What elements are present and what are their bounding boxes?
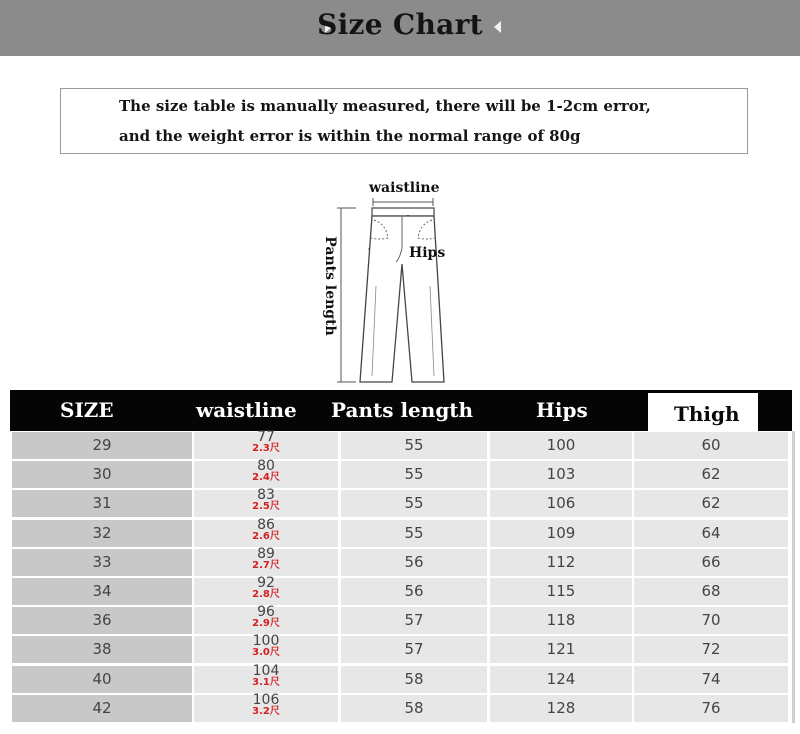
waistline-chi-value: 2.6尺 — [252, 530, 280, 542]
waistline-chi-value: 2.8尺 — [252, 589, 280, 600]
table-row — [10, 545, 792, 577]
table-row — [10, 606, 792, 635]
hips-label: Hips — [409, 245, 446, 261]
pants-length-cell: 55 — [341, 461, 487, 488]
header-size: SIZE — [60, 398, 114, 422]
waistline-chi-value: 2.9尺 — [252, 618, 280, 630]
size-cell: 31 — [12, 490, 192, 517]
size-cell: 36 — [12, 607, 192, 634]
hips-cell: 121 — [490, 636, 632, 663]
notice-line-1: The size table is manually measured, there will be 1-2cm error, — [119, 97, 651, 115]
hips-cell: 106 — [490, 490, 632, 517]
hips-cell: 103 — [490, 461, 632, 488]
notice-line-2: and the weight error is within the normal range of 80g — [119, 127, 581, 145]
table-row — [10, 431, 792, 460]
table-row — [10, 662, 792, 694]
measurement-notice — [60, 88, 748, 154]
pants-length-cell: 58 — [341, 666, 487, 693]
pants-length-cell: 57 — [341, 607, 487, 634]
pants-length-cell: 58 — [341, 695, 487, 722]
waistline-cm-value: 80 — [257, 458, 275, 475]
thigh-cell: 64 — [634, 520, 788, 547]
waistline-cm-value: 92 — [257, 575, 275, 591]
header-waistline: waistline — [196, 398, 297, 422]
table-row — [10, 635, 792, 664]
size-cell: 40 — [12, 666, 192, 693]
hips-cell: 100 — [490, 432, 632, 459]
pants-length-cell: 55 — [341, 520, 487, 547]
thigh-cell: 72 — [634, 636, 788, 663]
size-cell: 33 — [12, 549, 192, 576]
waistline-cm-value: 96 — [257, 604, 275, 621]
waistline-cell — [194, 458, 338, 488]
waistline-chi-value: 3.2尺 — [252, 705, 280, 717]
waistline-cell — [194, 691, 338, 722]
table-edge — [792, 431, 795, 723]
thigh-cell: 68 — [634, 578, 788, 605]
pants-diagram — [310, 176, 490, 390]
pants-length-cell: 55 — [341, 490, 487, 517]
pants-length-cell: 56 — [341, 549, 487, 576]
pants-length-label: Pants length — [322, 236, 338, 336]
table-row — [10, 516, 792, 548]
pants-length-cell: 55 — [341, 432, 487, 459]
header-thigh: Thigh — [674, 402, 740, 426]
waistline-cm-value: 86 — [257, 516, 275, 533]
size-chart-banner — [0, 0, 800, 56]
hips-cell: 118 — [490, 607, 632, 634]
waistline-cell — [194, 604, 338, 634]
thigh-cell: 62 — [634, 461, 788, 488]
header-hips: Hips — [536, 398, 588, 422]
pants-length-cell: 56 — [341, 578, 487, 605]
triangle-left-icon — [494, 21, 501, 33]
hips-cell: 109 — [490, 520, 632, 547]
size-cell: 30 — [12, 461, 192, 488]
waistline-cell — [194, 633, 338, 663]
waistline-cm-value: 106 — [252, 691, 280, 708]
size-cell: 34 — [12, 578, 192, 605]
waistline-label: waistline — [369, 180, 440, 196]
thigh-cell: 66 — [634, 549, 788, 576]
waistline-chi-value: 2.3尺 — [252, 443, 280, 454]
hips-cell: 115 — [490, 578, 632, 605]
header-pants-length: Pants length — [331, 398, 474, 422]
waistline-chi-value: 2.5尺 — [252, 501, 280, 513]
size-cell: 38 — [12, 636, 192, 663]
size-table-body — [10, 431, 792, 723]
waistline-cell — [194, 487, 338, 517]
size-cell: 32 — [12, 520, 192, 547]
waistline-chi-value: 2.4尺 — [252, 472, 280, 484]
banner-title: Size Chart — [317, 8, 483, 41]
waistline-cell — [194, 575, 338, 605]
hips-cell: 124 — [490, 666, 632, 693]
waistline-chi-value: 3.0尺 — [252, 647, 280, 659]
waistline-cm-value: 83 — [257, 487, 275, 504]
table-row — [10, 489, 792, 518]
waistline-chi-value: 3.1尺 — [252, 676, 280, 688]
thigh-cell: 70 — [634, 607, 788, 634]
waistband — [372, 208, 434, 216]
waistline-cm-value: 104 — [252, 662, 280, 679]
waistline-cell — [194, 429, 338, 459]
thigh-cell: 62 — [634, 490, 788, 517]
waistline-cell — [194, 662, 338, 693]
thigh-cell: 74 — [634, 666, 788, 693]
table-row — [10, 691, 792, 723]
thigh-cell: 76 — [634, 695, 788, 722]
size-cell: 29 — [12, 432, 192, 459]
hips-cell: 128 — [490, 695, 632, 722]
waistline-chi-value: 2.7尺 — [252, 559, 280, 571]
thigh-cell: 60 — [634, 432, 788, 459]
waistline-cell — [194, 516, 338, 547]
pants-length-cell: 57 — [341, 636, 487, 663]
waistline-cell — [194, 545, 338, 576]
waistline-cm-value: 89 — [257, 545, 275, 562]
size-cell: 42 — [12, 695, 192, 722]
table-row — [10, 577, 792, 606]
hips-cell: 112 — [490, 549, 632, 576]
waistline-cm-value: 77 — [257, 429, 275, 445]
waistline-cm-value: 100 — [252, 633, 280, 650]
table-row — [10, 460, 792, 489]
